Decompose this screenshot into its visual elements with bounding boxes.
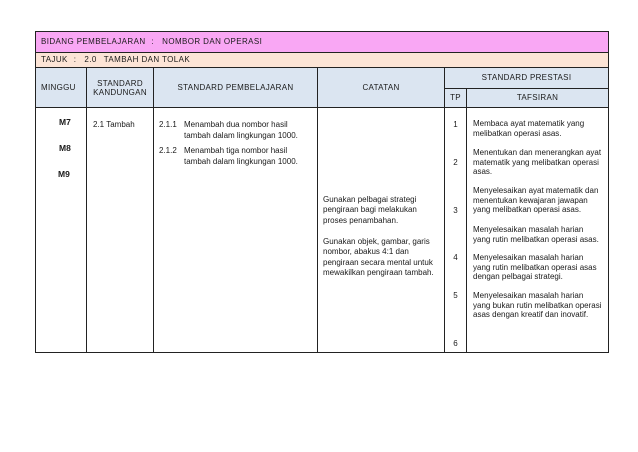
header-standard-kandungan-line: STANDARD: [97, 78, 143, 88]
tajuk-number: 2.0: [84, 55, 97, 64]
sp-text: [184, 146, 298, 167]
tp-level: 3: [453, 206, 458, 215]
tp-level: 5: [453, 291, 458, 300]
header-catatan: CATATAN: [318, 68, 445, 108]
header-standard-kandungan: [87, 68, 154, 108]
tajuk-cell: [36, 53, 609, 68]
catatan-line: proses penambahan.: [323, 215, 399, 225]
tafsiran-line: Menentukan dan menerangkan ayat: [473, 148, 602, 157]
tajuk-row: [36, 53, 609, 68]
tafsiran-line: Membaca ayat matematik yang: [473, 119, 585, 128]
tafsiran-item: [473, 291, 602, 320]
content-row: [36, 108, 609, 353]
sp-text-line: Menambah dua nombor hasil: [184, 120, 288, 129]
tp-level: 4: [453, 253, 458, 262]
tafsiran-line: dengan pelbagai strategi.: [473, 272, 563, 282]
tp-level: 1: [453, 120, 458, 129]
tafsiran-line: Menyelesaikan masalah harian: [473, 253, 584, 262]
header-row: [36, 68, 609, 89]
catatan-line: pengiraan secara mental untuk: [323, 257, 433, 267]
week-label: M8: [59, 143, 71, 153]
catatan-line: mewakilkan pengiraan tambah.: [323, 268, 434, 278]
tafsiran-item: [473, 225, 599, 244]
bidang-separator: :: [151, 37, 155, 46]
standard-pembelajaran-cell: [154, 108, 318, 353]
sp-text-line: Menambah tiga nombor hasil: [184, 146, 288, 155]
header-standard-kandungan-line: KANDUNGAN: [93, 87, 147, 97]
tafsiran-item: [473, 186, 598, 215]
tp-cell: [445, 108, 467, 353]
tajuk-separator: :: [73, 55, 77, 64]
bidang-value: NOMBOR DAN OPERASI: [162, 37, 263, 46]
standard-kandungan-text: 2.1 Tambah: [93, 120, 135, 129]
week-label: M9: [58, 169, 70, 179]
tafsiran-line: Menyelesaikan ayat matematik dan: [473, 186, 599, 195]
tp-level: 2: [453, 158, 458, 167]
sp-text-line: tambah dalam lingkungan 1000.: [184, 130, 298, 140]
bidang-label: BIDANG PEMBELAJARAN: [41, 37, 146, 46]
rpt-sheet: [35, 31, 608, 353]
catatan-line: Gunakan pelbagai strategi: [323, 195, 417, 204]
bidang-row: [36, 32, 609, 53]
week-label: M7: [59, 117, 71, 127]
standard-kandungan-cell: [87, 108, 154, 353]
tafsiran-line: yang bukan rutin melibatkan operasi: [473, 300, 602, 310]
tafsiran-line: Menyelesaikan masalah harian: [473, 225, 584, 234]
tafsiran-line: Menyelesaikan masalah harian: [473, 291, 584, 300]
catatan-line: nombor, abakus 4:1 dan: [323, 247, 409, 257]
header-minggu: MINGGU: [36, 68, 87, 108]
tafsiran-item: [473, 253, 597, 282]
header-standard-prestasi: STANDARD PRESTASI: [445, 68, 609, 89]
sp-text: [184, 120, 298, 141]
catatan-cell: [318, 108, 445, 353]
tafsiran-line: asas.: [473, 167, 493, 177]
tafsiran-line: asas dengan kreatif dan inovatif.: [473, 310, 589, 320]
tafsiran-cell: [467, 108, 609, 353]
header-tafsiran: TAFSIRAN: [467, 89, 609, 108]
tafsiran-item: [473, 148, 601, 177]
tafsiran-line: yang melibatkan operasi asas.: [473, 205, 582, 215]
catatan-line: Gunakan objek, gambar, garis: [323, 237, 430, 246]
bidang-cell: [36, 32, 609, 53]
tafsiran-line: melibatkan operasi asas.: [473, 128, 562, 138]
tajuk-label: TAJUK: [41, 55, 68, 64]
minggu-cell: [36, 108, 87, 353]
tp-level: 6: [453, 339, 458, 348]
sp-code: 2.1.1: [159, 120, 177, 129]
sp-code: 2.1.2: [159, 146, 177, 155]
sp-text-line: tambah dalam lingkungan 1000.: [184, 156, 298, 166]
tajuk-value: TAMBAH DAN TOLAK: [103, 55, 191, 64]
tafsiran-line: matematik yang melibatkan operasi: [473, 157, 599, 167]
header-tp: TP: [445, 89, 467, 108]
rpt-table: [35, 31, 609, 353]
catatan-paragraph: [323, 237, 434, 279]
catatan-paragraph: [323, 195, 417, 226]
header-standard-pembelajaran: STANDARD PEMBELAJARAN: [154, 68, 318, 108]
catatan-line: pengiraan bagi melakukan: [323, 205, 417, 215]
tafsiran-line: menentukan kewajaran jawapan: [473, 195, 588, 205]
tafsiran-line: yang rutin melibatkan operasi asas.: [473, 234, 599, 244]
tafsiran-line: yang rutin melibatkan operasi asas: [473, 262, 597, 272]
tafsiran-item: [473, 119, 584, 138]
